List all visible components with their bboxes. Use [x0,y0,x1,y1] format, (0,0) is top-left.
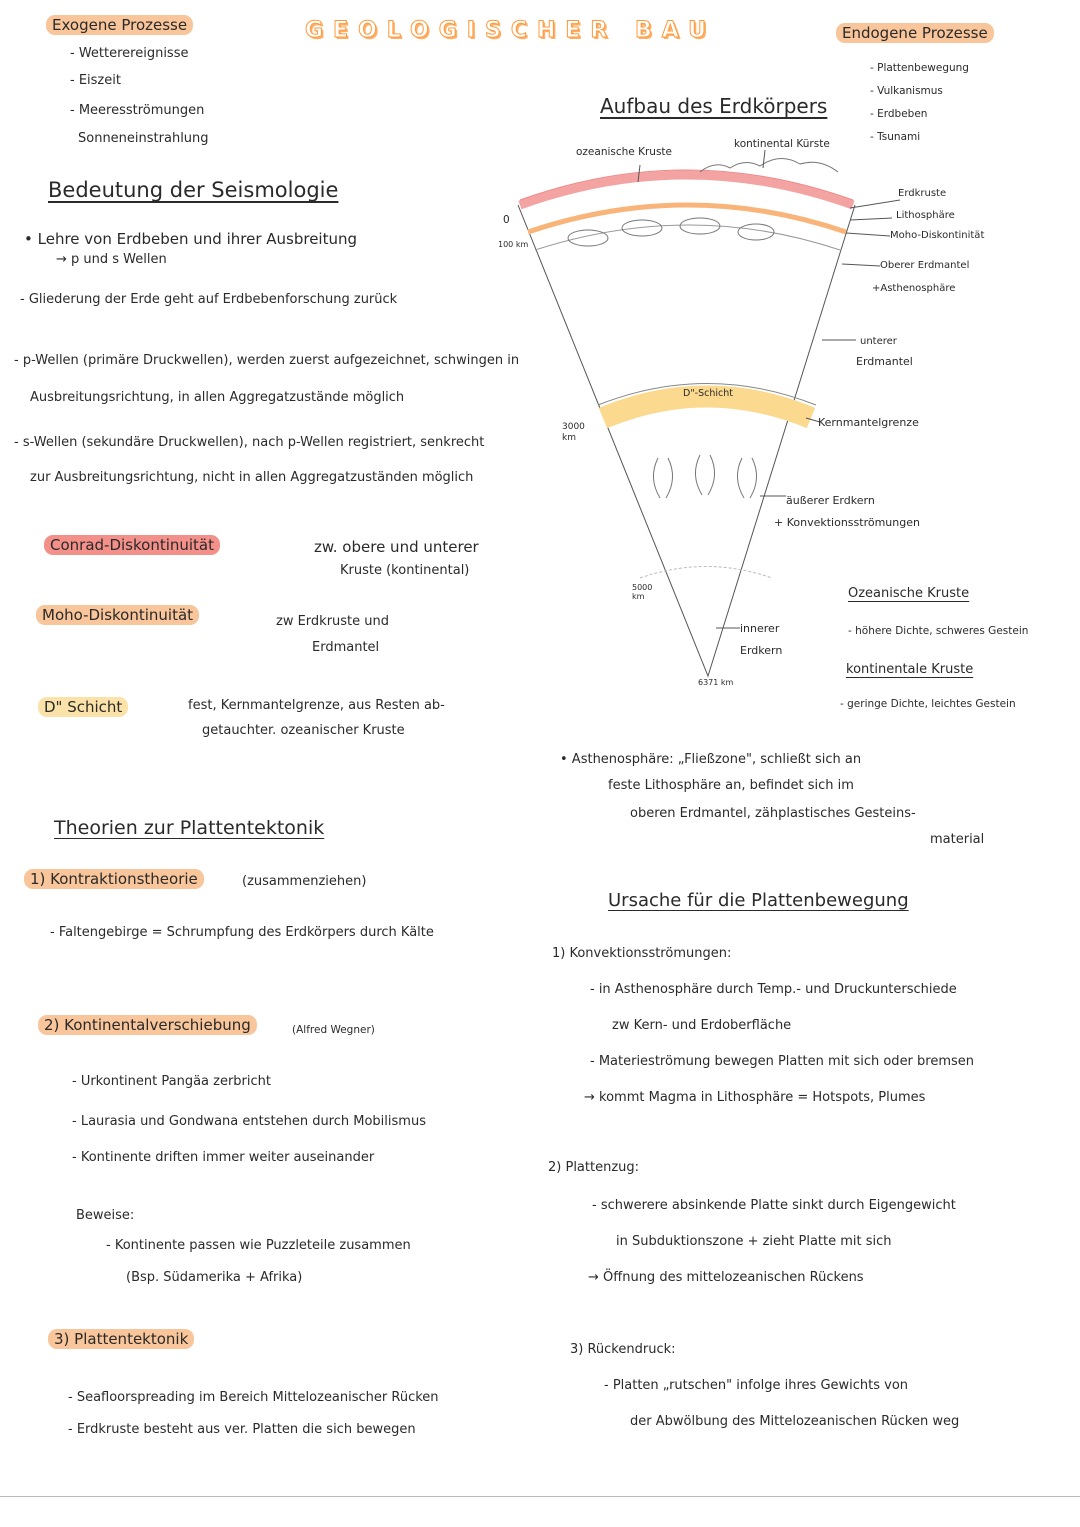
label-asthenosphaere: +Asthenosphäre [872,283,956,294]
moho-band [528,205,846,232]
endogen-item: - Plattenbewegung [870,62,969,74]
asthenosphaere-note: material [930,832,985,847]
label-konvektion: + Konvektionsströmungen [774,516,920,529]
theorie-3-item: - Erdkruste besteht aus ver. Platten die sich bewegen [68,1422,416,1437]
beweise-heading: Beweise: [76,1208,135,1223]
ursache-1-line: → kommt Magma in Lithosphäre = Hotspots, Plumes [584,1090,926,1105]
theorie-1-item: - Faltengebirge = Schrumpfung des Erdkörpers durch Kälte [50,925,434,940]
pwellen-line: - p-Wellen (primäre Druckwellen), werden zuerst aufgezeichnet, schwingen in [14,353,520,368]
beweise-item: - Kontinente passen wie Puzzleteile zusammen [106,1238,411,1253]
label-unterer-mantel: unterer [860,336,897,347]
theorie-2-label: 2) Kontinentalverschiebung [38,1016,257,1034]
label-innerer-kern: innerer [740,622,780,635]
theorie-2-item: - Urkontinent Pangäa zerbricht [72,1074,271,1089]
diagram-title: Aufbau des Erdkörpers [600,94,828,118]
exogen-item: - Eiszeit [70,73,121,88]
seismologie-line: • Lehre von Erdbeben und ihrer Ausbreitung [24,230,358,248]
theorie-2-note: (Alfred Wegner) [292,1024,375,1036]
ursache-1-line: zw Kern- und Erdoberfläche [612,1018,792,1033]
page-divider [0,1496,1080,1497]
label-moho: Moho-Diskontinität [890,230,985,241]
ursache-2-line: - schwerere absinkende Platte sinkt durch Eigengewicht [592,1198,956,1213]
asthenosphaere-note: • Asthenosphäre: „Fließzone", schließt sich an [560,752,862,767]
kontinentale-kruste-title: kontinentale Kruste [846,662,974,677]
pwellen-line: Ausbreitungsrichtung, in allen Aggregatzustände möglich [30,390,405,405]
d-schicht-desc: getauchter. ozeanischer Kruste [202,723,405,738]
ursache-3-line: - Platten „rutschen" infolge ihres Gewichts von [604,1378,909,1393]
label-lithosphaere: Lithosphäre [896,210,955,221]
page-title: GEOLOGISCHER BAU [305,18,716,43]
asthenosphaere-note: feste Lithosphäre an, befindet sich im [608,778,854,793]
seismologie-heading: Bedeutung der Seismologie [48,178,339,202]
conrad-term: Conrad-Diskontinuität [44,536,220,554]
label-innerer-kern: Erdkern [740,644,783,657]
crust-band [520,175,853,205]
endogen-item: - Erdbeben [870,108,928,120]
label-aeusserer-kern: äußerer Erdkern [786,494,875,507]
seismologie-line: - Gliederung der Erde geht auf Erdbebenforschung zurück [20,292,398,307]
d-schicht-term: D" Schicht [38,698,128,716]
endogen-item: - Vulkanismus [870,85,943,97]
depth-6371: 6371 km [698,678,734,687]
beweise-item: (Bsp. Südamerika + Afrika) [126,1270,303,1285]
ursache-2-line: → Öffnung des mittelozeanischen Rückens [588,1270,864,1285]
label-oberer-mantel: Oberer Erdmantel [880,260,970,271]
conrad-desc: zw. obere und unterer [314,538,479,556]
ursache-1-line: - Materieströmung bewegen Platten mit sich oder bremsen [590,1054,975,1069]
endogen-heading: Endogene Prozesse [836,24,994,42]
seismologie-line: → p und s Wellen [56,252,167,267]
exogen-heading: Exogene Prozesse [46,16,193,34]
ursache-1-label: 1) Konvektionsströmungen: [552,946,732,961]
label-ozeanische-kruste: ozeanische Kruste [576,146,673,158]
depth-100: 100 km [498,240,529,249]
moho-desc: zw Erdkruste und [276,614,390,629]
label-kontinental-kruste: kontinental Kürste [734,138,830,150]
d-schicht-label: D"-Schicht [683,388,733,399]
ozeanische-kruste-title: Ozeanische Kruste [848,586,970,601]
swellen-line: zur Ausbreitungsrichtung, nicht in allen Aggregatzuständen möglich [30,470,474,485]
ursache-2-line: in Subduktionszone + zieht Platte mit sich [616,1234,892,1249]
theorie-2-item: - Laurasia und Gondwana entstehen durch Mobilismus [72,1114,426,1129]
ozeanische-kruste-desc: - höhere Dichte, schweres Gestein [848,625,1029,637]
depth-3000: 3000 km [562,422,585,443]
theorie-1-note: (zusammenziehen) [242,874,367,889]
theorie-3-label: 3) Plattentektonik [48,1330,194,1348]
conrad-desc: Kruste (kontinental) [340,563,470,578]
depth-0: 0 [503,214,510,226]
label-erdkruste: Erdkruste [898,188,947,199]
exogen-item: - Meeresströmungen [70,103,205,118]
theorie-3-item: - Seafloorspreading im Bereich Mittelozeanischer Rücken [68,1390,439,1405]
moho-desc: Erdmantel [312,640,380,655]
d-schicht-desc: fest, Kernmantelgrenze, aus Resten ab- [188,698,445,713]
theorie-1-label: 1) Kontraktionstheorie [24,870,204,888]
depth-5000: 5000 km [632,583,653,601]
moho-term: Moho-Diskontinuität [36,606,199,624]
asthenosphaere-note: oberen Erdmantel, zähplastisches Gesteins- [630,806,916,821]
endogen-item: - Tsunami [870,131,921,143]
label-unterer-mantel: Erdmantel [856,355,913,368]
label-kernmantelgrenze: Kernmantelgrenze [818,416,919,429]
d-schicht-band [603,397,811,419]
theorien-heading: Theorien zur Plattentektonik [54,817,325,839]
ursache-3-label: 3) Rückendruck: [570,1342,676,1357]
kontinentale-kruste-desc: - geringe Dichte, leichtes Gestein [840,698,1016,710]
exogen-item: - Wetterereignisse [70,46,189,61]
ursache-2-label: 2) Plattenzug: [548,1160,640,1175]
continental-crust [700,158,838,172]
ursache-1-line: - in Asthenosphäre durch Temp.- und Druckunterschiede [590,982,957,997]
swellen-line: - s-Wellen (sekundäre Druckwellen), nach p-Wellen registriert, senkrecht [14,435,485,450]
ursache-3-line: der Abwölbung des Mittelozeanischen Rücken weg [630,1414,960,1429]
theorie-2-item: - Kontinente driften immer weiter auseinander [72,1150,375,1165]
ursache-heading: Ursache für die Plattenbewegung [608,890,909,911]
exogen-item: Sonneneinstrahlung [78,131,209,146]
